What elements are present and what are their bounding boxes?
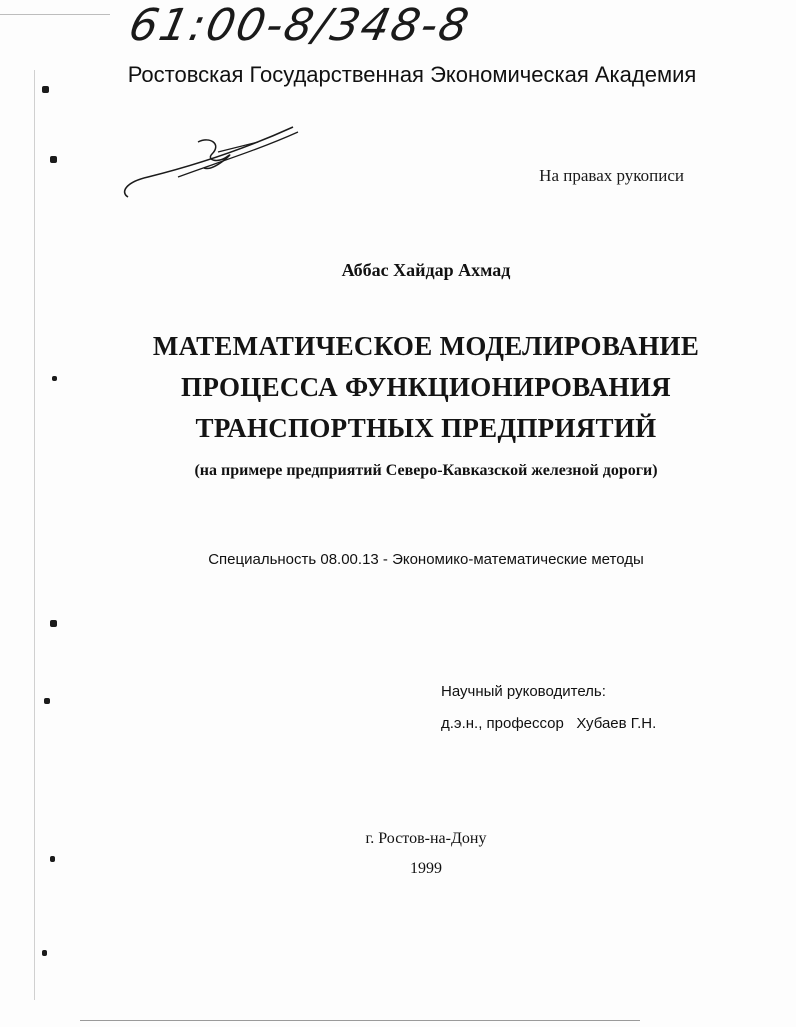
- city: г. Ростов-на-Дону: [365, 830, 487, 847]
- supervisor-block: [441, 676, 656, 740]
- specialty-line: Специальность 08.00.13 - Экономико-математические методы: [208, 551, 644, 568]
- signature-icon: [118, 122, 303, 207]
- manuscript-rights-note: На правах рукописи: [539, 166, 684, 185]
- thesis-title: [0, 326, 796, 449]
- author-name: Аббас Хайдар Ахмад: [341, 260, 511, 280]
- supervisor-name: д.э.н., профессор Хубаев Г.Н.: [441, 715, 657, 732]
- scan-mark: [50, 156, 57, 163]
- thesis-subtitle: (на примере предприятий Северо-Кавказской железной дороги): [194, 462, 658, 479]
- scan-edge-line-top: [0, 14, 110, 15]
- supervisor-label: Научный руководитель:: [441, 683, 606, 700]
- thesis-title-line: ПРОЦЕССА ФУНКЦИОНИРОВАНИЯ: [181, 372, 671, 402]
- scan-mark: [50, 620, 57, 627]
- year: 1999: [410, 860, 442, 877]
- institution-name: Ростовская Государственная Экономическая Академия: [127, 62, 697, 87]
- scan-mark: [44, 698, 50, 704]
- thesis-title-line: ТРАНСПОРТНЫХ ПРЕДПРИЯТИЙ: [195, 413, 657, 443]
- thesis-title-line: МАТЕМАТИЧЕСКОЕ МОДЕЛИРОВАНИЕ: [152, 331, 700, 361]
- scan-edge-line-bottom: [80, 1020, 640, 1021]
- scan-mark: [42, 950, 47, 956]
- archive-number-handwritten: 61:00-8/348-8: [124, 0, 475, 51]
